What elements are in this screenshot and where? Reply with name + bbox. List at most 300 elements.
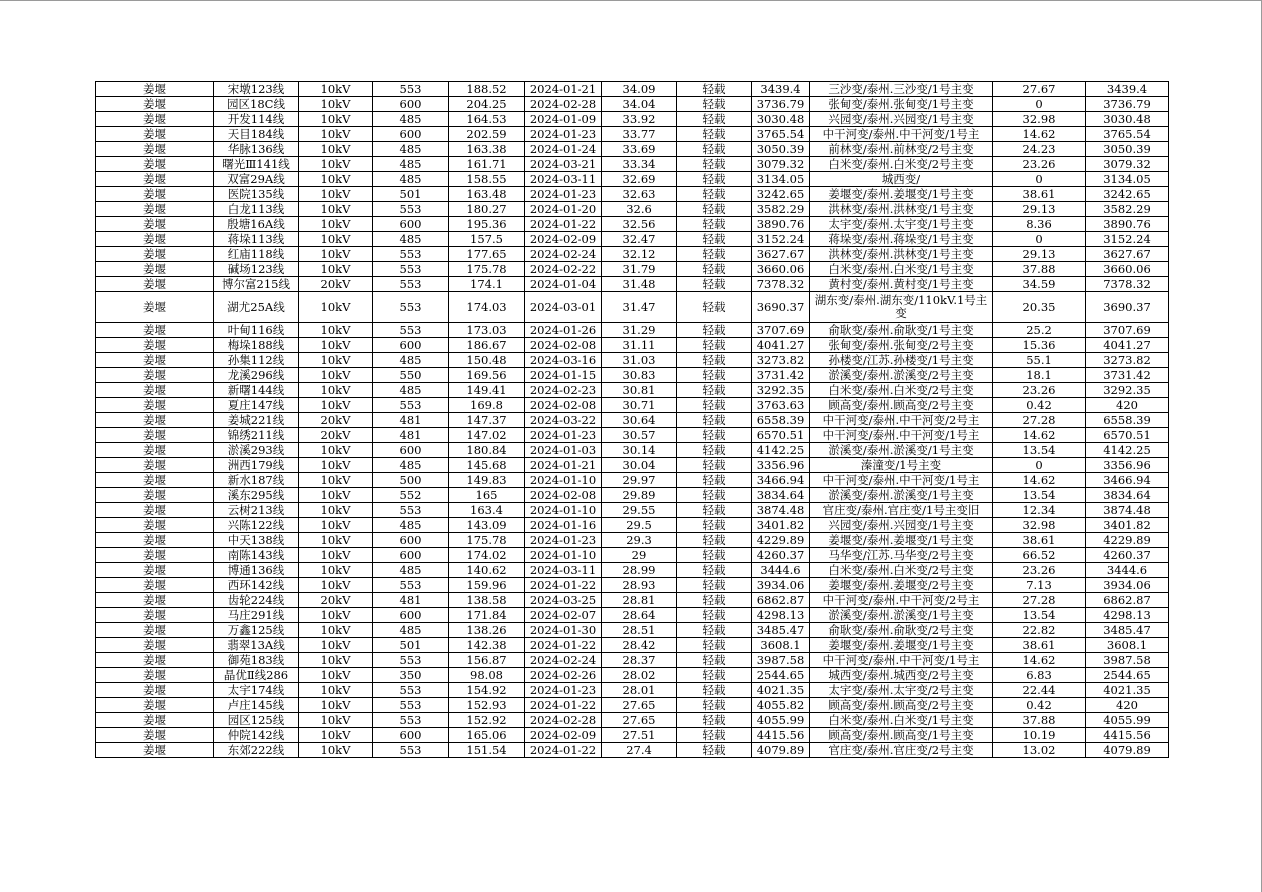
cell-substation-load-rate: 14.62 xyxy=(993,653,1086,668)
cell-rated-current: 485 xyxy=(373,157,449,172)
cell-substation: 兴园变/泰州.兴园变/1号主变 xyxy=(810,112,993,127)
cell-max-current: 173.03 xyxy=(449,323,525,338)
cell-rated-current: 600 xyxy=(373,728,449,743)
cell-rated-current: 485 xyxy=(373,383,449,398)
cell-date: 2024-02-26 xyxy=(525,668,602,683)
cell-available-capacity: 4041.27 xyxy=(1086,338,1169,353)
cell-line-name: 新水187线 xyxy=(214,473,299,488)
cell-rated-current: 553 xyxy=(373,683,449,698)
cell-voltage: 10kV xyxy=(299,608,373,623)
cell-date: 2024-01-22 xyxy=(525,578,602,593)
cell-max-current: 174.03 xyxy=(449,292,525,323)
cell-substation: 顾高变/泰州.顾高变/2号主变 xyxy=(810,398,993,413)
cell-district: 姜堰 xyxy=(96,383,214,398)
table-row xyxy=(96,698,1169,713)
cell-substation: 中干河变/泰州.中干河变/1号主 xyxy=(810,653,993,668)
cell-capacity: 3690.37 xyxy=(752,292,810,323)
cell-available-capacity: 3273.82 xyxy=(1086,353,1169,368)
cell-max-current: 150.48 xyxy=(449,353,525,368)
cell-substation-load-rate: 0 xyxy=(993,232,1086,247)
cell-max-current: 152.92 xyxy=(449,713,525,728)
cell-rated-current: 485 xyxy=(373,563,449,578)
cell-rated-current: 600 xyxy=(373,97,449,112)
cell-voltage: 20kV xyxy=(299,593,373,608)
cell-date: 2024-02-08 xyxy=(525,338,602,353)
cell-substation-load-rate: 6.83 xyxy=(993,668,1086,683)
cell-max-current: 202.59 xyxy=(449,127,525,142)
cell-substation-load-rate: 32.98 xyxy=(993,112,1086,127)
cell-district: 姜堰 xyxy=(96,368,214,383)
cell-capacity: 3736.79 xyxy=(752,97,810,112)
cell-max-current: 204.25 xyxy=(449,97,525,112)
cell-voltage: 10kV xyxy=(299,383,373,398)
cell-rated-current: 600 xyxy=(373,217,449,232)
cell-capacity: 4229.89 xyxy=(752,533,810,548)
cell-max-current: 188.52 xyxy=(449,82,525,97)
cell-substation: 中干河变/泰州.中干河变/2号主 xyxy=(810,593,993,608)
cell-substation: 溱潼变/1号主变 xyxy=(810,458,993,473)
cell-substation-load-rate: 32.98 xyxy=(993,518,1086,533)
cell-available-capacity: 3242.65 xyxy=(1086,187,1169,202)
cell-capacity: 3608.1 xyxy=(752,638,810,653)
cell-line-name: 溪东295线 xyxy=(214,488,299,503)
cell-rated-current: 485 xyxy=(373,232,449,247)
cell-available-capacity: 3079.32 xyxy=(1086,157,1169,172)
cell-rated-current: 553 xyxy=(373,202,449,217)
cell-load-status: 轻载 xyxy=(677,728,752,743)
table-row xyxy=(96,548,1169,563)
cell-district: 姜堰 xyxy=(96,202,214,217)
cell-district: 姜堰 xyxy=(96,97,214,112)
cell-load-rate: 31.03 xyxy=(602,353,677,368)
cell-substation-load-rate: 0 xyxy=(993,97,1086,112)
cell-load-rate: 34.04 xyxy=(602,97,677,112)
cell-line-name: 碱场123线 xyxy=(214,262,299,277)
cell-line-name: 锦绣211线 xyxy=(214,428,299,443)
cell-capacity: 6862.87 xyxy=(752,593,810,608)
cell-available-capacity: 3736.79 xyxy=(1086,97,1169,112)
cell-substation-load-rate: 29.13 xyxy=(993,247,1086,262)
table-row xyxy=(96,112,1169,127)
cell-rated-current: 553 xyxy=(373,503,449,518)
cell-capacity: 3401.82 xyxy=(752,518,810,533)
cell-available-capacity: 3582.29 xyxy=(1086,202,1169,217)
cell-capacity: 3444.6 xyxy=(752,563,810,578)
cell-district: 姜堰 xyxy=(96,518,214,533)
cell-load-status: 轻载 xyxy=(677,82,752,97)
cell-capacity: 4055.99 xyxy=(752,713,810,728)
table-row xyxy=(96,473,1169,488)
cell-rated-current: 485 xyxy=(373,353,449,368)
cell-line-name: 夏庄147线 xyxy=(214,398,299,413)
cell-max-current: 180.84 xyxy=(449,443,525,458)
cell-rated-current: 485 xyxy=(373,623,449,638)
cell-available-capacity: 4260.37 xyxy=(1086,548,1169,563)
cell-voltage: 10kV xyxy=(299,127,373,142)
cell-date: 2024-03-25 xyxy=(525,593,602,608)
cell-substation-load-rate: 10.19 xyxy=(993,728,1086,743)
cell-substation: 蒋垛变/泰州.蒋垛变/1号主变 xyxy=(810,232,993,247)
table-row xyxy=(96,683,1169,698)
cell-load-status: 轻载 xyxy=(677,503,752,518)
cell-district: 姜堰 xyxy=(96,668,214,683)
cell-available-capacity: 3934.06 xyxy=(1086,578,1169,593)
cell-date: 2024-03-16 xyxy=(525,353,602,368)
cell-voltage: 10kV xyxy=(299,323,373,338)
cell-load-rate: 32.6 xyxy=(602,202,677,217)
cell-substation: 洪林变/泰州.洪林变/1号主变 xyxy=(810,202,993,217)
cell-capacity: 3582.29 xyxy=(752,202,810,217)
cell-voltage: 10kV xyxy=(299,578,373,593)
cell-date: 2024-02-09 xyxy=(525,728,602,743)
cell-voltage: 10kV xyxy=(299,398,373,413)
cell-rated-current: 501 xyxy=(373,187,449,202)
table-row xyxy=(96,518,1169,533)
cell-substation: 白米变/泰州.白米变/1号主变 xyxy=(810,262,993,277)
cell-district: 姜堰 xyxy=(96,473,214,488)
cell-rated-current: 481 xyxy=(373,413,449,428)
cell-voltage: 10kV xyxy=(299,548,373,563)
cell-max-current: 149.83 xyxy=(449,473,525,488)
cell-load-status: 轻载 xyxy=(677,713,752,728)
cell-date: 2024-01-22 xyxy=(525,698,602,713)
cell-substation-load-rate: 22.82 xyxy=(993,623,1086,638)
cell-substation: 太宇变/泰州.太宇变/2号主变 xyxy=(810,683,993,698)
cell-substation-load-rate: 13.02 xyxy=(993,743,1086,758)
cell-capacity: 3987.58 xyxy=(752,653,810,668)
cell-line-name: 白龙113线 xyxy=(214,202,299,217)
cell-voltage: 10kV xyxy=(299,698,373,713)
cell-load-status: 轻载 xyxy=(677,217,752,232)
cell-substation-load-rate: 37.88 xyxy=(993,713,1086,728)
cell-voltage: 10kV xyxy=(299,503,373,518)
cell-date: 2024-02-23 xyxy=(525,383,602,398)
cell-date: 2024-01-10 xyxy=(525,473,602,488)
cell-capacity: 4260.37 xyxy=(752,548,810,563)
cell-substation-load-rate: 13.54 xyxy=(993,443,1086,458)
cell-line-name: 红庙118线 xyxy=(214,247,299,262)
cell-substation: 淤溪变/泰州.淤溪变/1号主变 xyxy=(810,608,993,623)
cell-voltage: 10kV xyxy=(299,473,373,488)
cell-voltage: 10kV xyxy=(299,443,373,458)
cell-line-name: 蒋垛113线 xyxy=(214,232,299,247)
cell-date: 2024-01-22 xyxy=(525,743,602,758)
table-row xyxy=(96,533,1169,548)
cell-max-current: 175.78 xyxy=(449,533,525,548)
cell-district: 姜堰 xyxy=(96,262,214,277)
cell-line-name: 卢庄145线 xyxy=(214,698,299,713)
cell-substation: 中干河变/泰州.中干河变/1号主 xyxy=(810,428,993,443)
cell-available-capacity: 6862.87 xyxy=(1086,593,1169,608)
cell-capacity: 3030.48 xyxy=(752,112,810,127)
cell-max-current: 147.37 xyxy=(449,413,525,428)
cell-load-status: 轻载 xyxy=(677,398,752,413)
cell-voltage: 10kV xyxy=(299,232,373,247)
cell-max-current: 165 xyxy=(449,488,525,503)
cell-line-name: 龙溪296线 xyxy=(214,368,299,383)
cell-load-status: 轻载 xyxy=(677,563,752,578)
cell-line-name: 新曙144线 xyxy=(214,383,299,398)
cell-substation: 城西变/ xyxy=(810,172,993,187)
cell-district: 姜堰 xyxy=(96,232,214,247)
cell-substation: 城西变/泰州.城西变/2号主变 xyxy=(810,668,993,683)
cell-load-status: 轻载 xyxy=(677,172,752,187)
cell-max-current: 158.55 xyxy=(449,172,525,187)
table-row xyxy=(96,97,1169,112)
cell-voltage: 10kV xyxy=(299,142,373,157)
cell-load-status: 轻载 xyxy=(677,202,752,217)
cell-load-status: 轻载 xyxy=(677,112,752,127)
cell-line-name: 万鑫125线 xyxy=(214,623,299,638)
cell-district: 姜堰 xyxy=(96,398,214,413)
cell-substation-load-rate: 25.2 xyxy=(993,323,1086,338)
cell-substation-load-rate: 37.88 xyxy=(993,262,1086,277)
cell-district: 姜堰 xyxy=(96,443,214,458)
cell-substation-load-rate: 8.36 xyxy=(993,217,1086,232)
cell-line-name: 湖尤25A线 xyxy=(214,292,299,323)
table-row xyxy=(96,217,1169,232)
table-row xyxy=(96,157,1169,172)
cell-load-status: 轻载 xyxy=(677,157,752,172)
table-row xyxy=(96,172,1169,187)
cell-load-status: 轻载 xyxy=(677,142,752,157)
cell-available-capacity: 3690.37 xyxy=(1086,292,1169,323)
cell-capacity: 3627.67 xyxy=(752,247,810,262)
cell-line-name: 太宇174线 xyxy=(214,683,299,698)
table-row xyxy=(96,743,1169,758)
cell-substation-load-rate: 27.28 xyxy=(993,413,1086,428)
cell-district: 姜堰 xyxy=(96,578,214,593)
table-row xyxy=(96,82,1169,97)
cell-substation: 中干河变/泰州.中干河变/1号主 xyxy=(810,473,993,488)
cell-available-capacity: 3050.39 xyxy=(1086,142,1169,157)
cell-rated-current: 600 xyxy=(373,127,449,142)
cell-district: 姜堰 xyxy=(96,172,214,187)
cell-substation: 白米变/泰州.白米变/2号主变 xyxy=(810,563,993,578)
cell-load-status: 轻载 xyxy=(677,292,752,323)
cell-capacity: 4142.25 xyxy=(752,443,810,458)
cell-load-status: 轻载 xyxy=(677,187,752,202)
cell-date: 2024-02-07 xyxy=(525,608,602,623)
cell-line-name: 殷塘16A线 xyxy=(214,217,299,232)
cell-district: 姜堰 xyxy=(96,683,214,698)
cell-district: 姜堰 xyxy=(96,503,214,518)
cell-rated-current: 553 xyxy=(373,398,449,413)
cell-load-status: 轻载 xyxy=(677,548,752,563)
cell-capacity: 2544.65 xyxy=(752,668,810,683)
cell-date: 2024-01-21 xyxy=(525,82,602,97)
cell-line-name: 南陈143线 xyxy=(214,548,299,563)
cell-substation: 姜堰变/泰州.姜堰变/1号主变 xyxy=(810,187,993,202)
cell-available-capacity: 4079.89 xyxy=(1086,743,1169,758)
cell-date: 2024-01-23 xyxy=(525,428,602,443)
cell-date: 2024-01-24 xyxy=(525,142,602,157)
cell-substation: 兴园变/泰州.兴园变/1号主变 xyxy=(810,518,993,533)
cell-rated-current: 350 xyxy=(373,668,449,683)
cell-load-status: 轻载 xyxy=(677,698,752,713)
cell-max-current: 138.58 xyxy=(449,593,525,608)
cell-substation: 姜堰变/泰州.姜堰变/1号主变 xyxy=(810,638,993,653)
cell-load-status: 轻载 xyxy=(677,743,752,758)
cell-available-capacity: 3890.76 xyxy=(1086,217,1169,232)
cell-district: 姜堰 xyxy=(96,533,214,548)
cell-line-name: 梅垛188线 xyxy=(214,338,299,353)
cell-date: 2024-01-22 xyxy=(525,638,602,653)
cell-district: 姜堰 xyxy=(96,593,214,608)
cell-voltage: 10kV xyxy=(299,563,373,578)
cell-substation: 孙楼变/江苏.孙楼变/1号主变 xyxy=(810,353,993,368)
cell-capacity: 3273.82 xyxy=(752,353,810,368)
cell-max-current: 186.67 xyxy=(449,338,525,353)
cell-voltage: 10kV xyxy=(299,683,373,698)
cell-voltage: 10kV xyxy=(299,533,373,548)
cell-date: 2024-02-08 xyxy=(525,488,602,503)
cell-date: 2024-02-09 xyxy=(525,232,602,247)
cell-rated-current: 481 xyxy=(373,428,449,443)
cell-load-rate: 33.69 xyxy=(602,142,677,157)
cell-substation-load-rate: 12.34 xyxy=(993,503,1086,518)
cell-line-name: 中天138线 xyxy=(214,533,299,548)
cell-substation-load-rate: 23.26 xyxy=(993,383,1086,398)
cell-load-rate: 31.48 xyxy=(602,277,677,292)
cell-district: 姜堰 xyxy=(96,623,214,638)
cell-substation-load-rate: 0.42 xyxy=(993,698,1086,713)
cell-max-current: 138.26 xyxy=(449,623,525,638)
cell-load-rate: 32.63 xyxy=(602,187,677,202)
table-row xyxy=(96,668,1169,683)
cell-capacity: 4079.89 xyxy=(752,743,810,758)
cell-load-status: 轻载 xyxy=(677,458,752,473)
cell-load-rate: 32.69 xyxy=(602,172,677,187)
cell-line-name: 姜城221线 xyxy=(214,413,299,428)
cell-capacity: 3763.63 xyxy=(752,398,810,413)
cell-capacity: 3660.06 xyxy=(752,262,810,277)
cell-capacity: 3765.54 xyxy=(752,127,810,142)
cell-capacity: 3934.06 xyxy=(752,578,810,593)
cell-rated-current: 600 xyxy=(373,338,449,353)
cell-substation: 官庄变/泰州.官庄变/1号主变旧 xyxy=(810,503,993,518)
cell-voltage: 10kV xyxy=(299,623,373,638)
cell-district: 姜堰 xyxy=(96,638,214,653)
cell-load-status: 轻载 xyxy=(677,443,752,458)
cell-available-capacity: 6558.39 xyxy=(1086,413,1169,428)
cell-max-current: 161.71 xyxy=(449,157,525,172)
cell-available-capacity: 3401.82 xyxy=(1086,518,1169,533)
cell-date: 2024-01-23 xyxy=(525,127,602,142)
cell-capacity: 4298.13 xyxy=(752,608,810,623)
cell-date: 2024-02-24 xyxy=(525,247,602,262)
cell-district: 姜堰 xyxy=(96,82,214,97)
cell-rated-current: 553 xyxy=(373,292,449,323)
cell-substation: 黄村变/泰州.黄村变/1号主变 xyxy=(810,277,993,292)
cell-load-status: 轻载 xyxy=(677,653,752,668)
table-row xyxy=(96,608,1169,623)
cell-line-name: 曙光Ⅲ141线 xyxy=(214,157,299,172)
cell-substation: 中干河变/泰州.中干河变/2号主 xyxy=(810,413,993,428)
cell-load-rate: 31.29 xyxy=(602,323,677,338)
cell-capacity: 3356.96 xyxy=(752,458,810,473)
table-body xyxy=(96,82,1169,758)
cell-voltage: 10kV xyxy=(299,638,373,653)
table-row xyxy=(96,368,1169,383)
cell-substation-load-rate: 38.61 xyxy=(993,638,1086,653)
cell-load-rate: 31.11 xyxy=(602,338,677,353)
cell-rated-current: 481 xyxy=(373,593,449,608)
cell-rated-current: 553 xyxy=(373,698,449,713)
cell-line-name: 博通136线 xyxy=(214,563,299,578)
table-row xyxy=(96,262,1169,277)
cell-line-name: 医院135线 xyxy=(214,187,299,202)
cell-substation-load-rate: 14.62 xyxy=(993,127,1086,142)
cell-date: 2024-01-04 xyxy=(525,277,602,292)
cell-load-status: 轻载 xyxy=(677,623,752,638)
cell-load-rate: 30.83 xyxy=(602,368,677,383)
cell-rated-current: 553 xyxy=(373,247,449,262)
cell-max-current: 171.84 xyxy=(449,608,525,623)
cell-line-name: 淤溪293线 xyxy=(214,443,299,458)
cell-rated-current: 553 xyxy=(373,578,449,593)
cell-substation: 白米变/泰州.白米变/2号主变 xyxy=(810,157,993,172)
cell-substation: 姜堰变/泰州.姜堰变/1号主变 xyxy=(810,533,993,548)
cell-load-status: 轻载 xyxy=(677,593,752,608)
cell-substation-load-rate: 22.44 xyxy=(993,683,1086,698)
cell-date: 2024-01-23 xyxy=(525,187,602,202)
cell-district: 姜堰 xyxy=(96,142,214,157)
cell-available-capacity: 3485.47 xyxy=(1086,623,1169,638)
cell-date: 2024-03-11 xyxy=(525,172,602,187)
cell-substation-load-rate: 34.59 xyxy=(993,277,1086,292)
cell-load-rate: 30.04 xyxy=(602,458,677,473)
cell-voltage: 10kV xyxy=(299,112,373,127)
cell-capacity: 3485.47 xyxy=(752,623,810,638)
cell-available-capacity: 3134.05 xyxy=(1086,172,1169,187)
cell-load-rate: 28.51 xyxy=(602,623,677,638)
cell-substation-load-rate: 38.61 xyxy=(993,187,1086,202)
cell-load-rate: 27.65 xyxy=(602,713,677,728)
cell-substation: 姜堰变/泰州.姜堰变/2号主变 xyxy=(810,578,993,593)
cell-load-rate: 29.3 xyxy=(602,533,677,548)
table-row xyxy=(96,187,1169,202)
cell-load-status: 轻载 xyxy=(677,578,752,593)
table-row xyxy=(96,277,1169,292)
cell-available-capacity: 6570.51 xyxy=(1086,428,1169,443)
cell-line-name: 园区18C线 xyxy=(214,97,299,112)
cell-load-status: 轻载 xyxy=(677,488,752,503)
cell-max-current: 163.38 xyxy=(449,142,525,157)
cell-max-current: 174.1 xyxy=(449,277,525,292)
cell-substation: 白米变/泰州.白米变/1号主变 xyxy=(810,713,993,728)
cell-available-capacity: 3152.24 xyxy=(1086,232,1169,247)
cell-available-capacity: 3444.6 xyxy=(1086,563,1169,578)
cell-max-current: 151.54 xyxy=(449,743,525,758)
cell-load-status: 轻载 xyxy=(677,353,752,368)
cell-voltage: 10kV xyxy=(299,82,373,97)
cell-rated-current: 501 xyxy=(373,638,449,653)
table-row xyxy=(96,292,1169,323)
cell-available-capacity: 2544.65 xyxy=(1086,668,1169,683)
cell-rated-current: 485 xyxy=(373,172,449,187)
cell-voltage: 10kV xyxy=(299,202,373,217)
cell-line-name: 云树213线 xyxy=(214,503,299,518)
cell-substation: 马华变/江苏.马华变/2号主变 xyxy=(810,548,993,563)
cell-available-capacity: 4055.99 xyxy=(1086,713,1169,728)
cell-substation: 洪林变/泰州.洪林变/1号主变 xyxy=(810,247,993,262)
cell-rated-current: 553 xyxy=(373,323,449,338)
cell-date: 2024-01-23 xyxy=(525,533,602,548)
cell-date: 2024-02-22 xyxy=(525,262,602,277)
cell-substation: 三沙变/泰州.三沙变/1号主变 xyxy=(810,82,993,97)
cell-substation-load-rate: 55.1 xyxy=(993,353,1086,368)
